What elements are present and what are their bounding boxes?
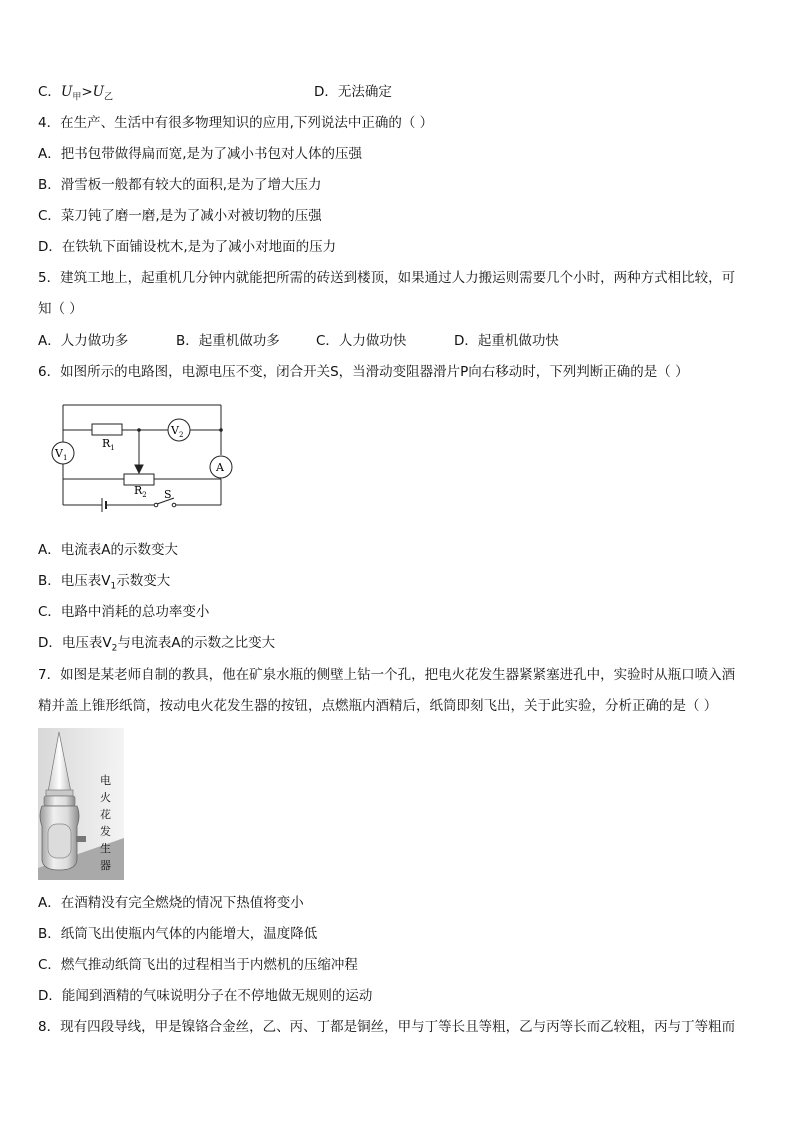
q6-stem: 6．如图所示的电路图，电源电压不变，闭合开关S，当滑动变阻器滑片P向右移动时，下列判断正确的是（ ） [38,364,689,380]
ammeter-label: A [216,461,224,474]
r2-label: $R_2$ [134,484,147,499]
q5-stem-line2: 知（ ） [38,301,83,317]
figure-label-char-5: 生 [100,842,111,855]
q3-option-c: C．$U_甲>U_乙$ [38,84,114,103]
q6-option-d: D．电压表$V_2$与电流表A的示数之比变大 [38,635,276,654]
figure-label-char-4: 发 [100,825,111,838]
q8-stem-line1: 8．现有四段导线，甲是镍铬合金丝，乙、丙、丁都是铜丝，甲与丁等长且等粗，乙与丙等长而乙较粗，丙与丁等粗而 [38,1019,736,1035]
q4-option-b: B．滑雪板一般都有较大的面积,是为了增大压力 [38,177,322,193]
bottle-figure [38,728,124,880]
q6-option-a: A．电流表A的示数变大 [38,542,178,558]
q7-stem-line1: 7．如图是某老师自制的教具，他在矿泉水瓶的侧壁上钻一个孔，把电火花发生器紧紧塞进孔中，实验时从瓶口喷入酒 [38,667,736,683]
q4-stem: 4．在生产、生活中有很多物理知识的应用,下列说法中正确的（ ） [38,115,434,131]
v1-label: $V_1$ [55,447,68,462]
figure-label-char-2: 火 [100,791,111,804]
q5-option-c: C．人力做功快 [316,333,407,349]
figure-label-char-1: 电 [100,774,111,787]
q5-option-b: B．起重机做功多 [176,333,280,349]
q4-option-d: D．在铁轨下面铺设枕木,是为了减小对地面的压力 [38,239,337,255]
q7-option-c: C．燃气推动纸筒飞出的过程相当于内燃机的压缩冲程 [38,957,358,973]
q7-stem-line2: 精并盖上锥形纸筒，按动电火花发生器的按钮，点燃瓶内酒精后，纸筒即刻飞出，关于此实验，分析正确的是（ ） [38,698,718,714]
q4-option-c: C．菜刀钝了磨一磨,是为了减小对被切物的压强 [38,208,322,224]
q7-option-d: D．能闻到酒精的气味说明分子在不停地做无规则的运动 [38,988,373,1004]
q5-option-a: A．人力做功多 [38,333,129,349]
q6-option-c: C．电路中消耗的总功率变小 [38,604,210,620]
q5-stem-line1: 5．建筑工地上，起重机几分钟内就能把所需的砖送到楼顶，如果通过人力搬运则需要几个小时，两种方式相比较，可 [38,270,736,286]
q4-option-a: A．把书包带做得扁而宽,是为了减小书包对人体的压强 [38,146,363,162]
figure-label-char-6: 器 [100,859,111,872]
q6-option-b: B．电压表$V_1$示数变大 [38,573,171,592]
q5-option-d: D．起重机做功快 [454,333,559,349]
q7-option-a: A．在酒精没有完全燃烧的情况下热值将变小 [38,895,304,911]
figure-label-char-3: 花 [100,808,111,821]
r1-label: $R_1$ [102,437,115,452]
switch-label: S [164,488,172,501]
v2-label: $V_2$ [171,424,184,439]
q3-option-d: D．无法确定 [314,84,392,100]
q7-option-b: B．纸筒飞出使瓶内气体的内能增大，温度降低 [38,926,318,942]
circuit-diagram [44,395,244,523]
